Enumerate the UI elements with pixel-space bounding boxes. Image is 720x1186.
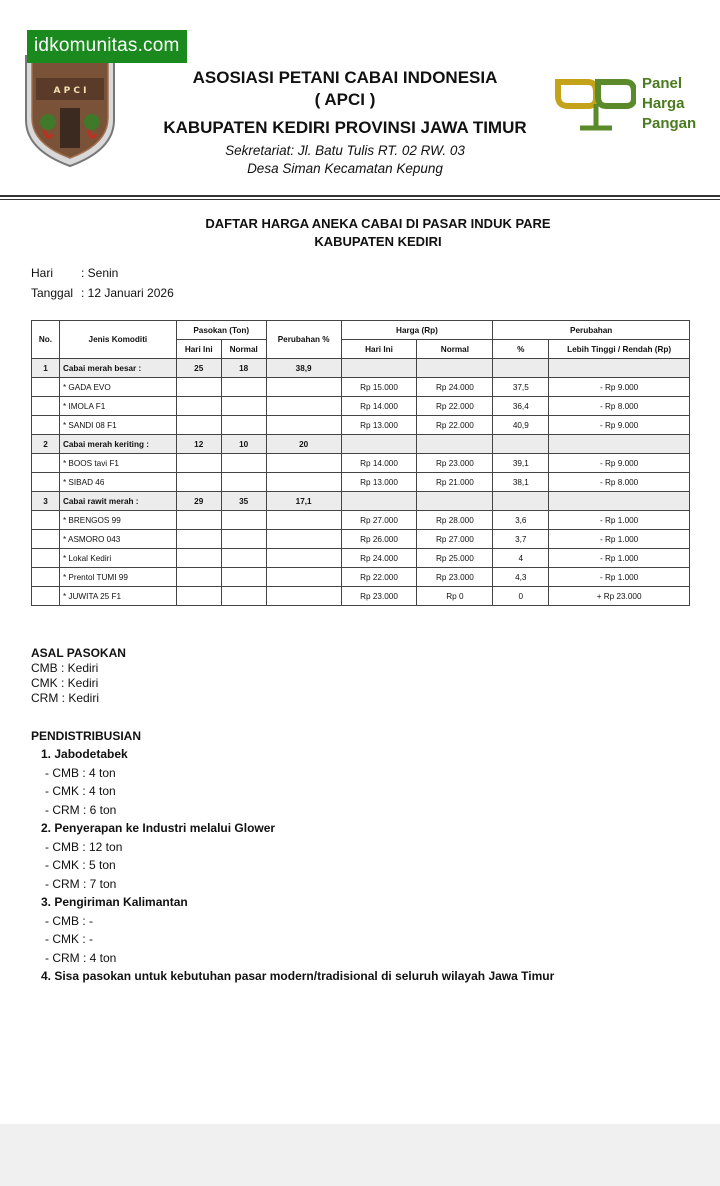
cell-selisih: - Rp 9.000: [549, 378, 690, 397]
col-header-lebih: Lebih Tinggi / Rendah (Rp): [549, 340, 690, 359]
date-label: Tanggal: [31, 286, 74, 300]
cell-selisih: - Rp 1.000: [549, 530, 690, 549]
table-row: [32, 378, 690, 397]
cell-harga-normal: Rp 23.000: [417, 568, 493, 587]
cell-empty: [266, 416, 341, 435]
col-header-normal: Normal: [221, 340, 266, 359]
cell-empty: [32, 549, 60, 568]
distribution-item: - CMB : -: [45, 913, 93, 928]
cell-name: * SANDI 08 F1: [59, 416, 176, 435]
cell-name: Cabai merah besar :: [59, 359, 176, 378]
cell-empty: [32, 530, 60, 549]
cell-selisih: - Rp 1.000: [549, 511, 690, 530]
day-value: : Senin: [81, 266, 119, 280]
cell-no: 2: [32, 435, 60, 454]
col-header-pct: %: [493, 340, 549, 359]
cell-harga-hari-ini: Rp 14.000: [341, 454, 417, 473]
header-divider-thin: [0, 199, 720, 200]
cell-harga-hari-ini: Rp 24.000: [341, 549, 417, 568]
panel-harga-pangan-logo: [554, 72, 714, 134]
distribution-item: - CRM : 4 ton: [45, 950, 117, 965]
date-value: : 12 Januari 2026: [81, 286, 174, 300]
col-header-hari-ini: Hari Ini: [176, 340, 221, 359]
cell-empty: [266, 454, 341, 473]
table-row: [32, 454, 690, 473]
cell-harga-normal: Rp 27.000: [417, 530, 493, 549]
table-row: [32, 568, 690, 587]
cell-empty: [32, 587, 60, 606]
org-region: KABUPATEN KEDIRI PROVINSI JAWA TIMUR: [163, 118, 527, 137]
cell-name: * BRENGOS 99: [59, 511, 176, 530]
cell-empty: [221, 397, 266, 416]
col-header-harga: Harga (Rp): [341, 321, 493, 340]
cell-empty: [221, 454, 266, 473]
cell-pct: 39,1: [493, 454, 549, 473]
document-title: DAFTAR HARGA ANEKA CABAI DI PASAR INDUK PARE: [205, 216, 551, 231]
cell-empty: [266, 378, 341, 397]
cell-name: * Prentol TUMI 99: [59, 568, 176, 587]
cell-empty: [493, 492, 549, 511]
supply-origin-title: ASAL PASOKAN: [31, 646, 126, 660]
table-row: [32, 473, 690, 492]
cell-empty: [221, 530, 266, 549]
distribution-item: - CMB : 12 ton: [45, 839, 123, 854]
cell-harga-hari-ini: Rp 26.000: [341, 530, 417, 549]
cell-empty: [266, 530, 341, 549]
logo-line-harga: Harga: [642, 95, 685, 112]
cell-harga-normal: Rp 22.000: [417, 397, 493, 416]
cell-empty: [221, 416, 266, 435]
cell-name: * ASMORO 043: [59, 530, 176, 549]
cell-harga-normal: Rp 21.000: [417, 473, 493, 492]
cell-selisih: - Rp 1.000: [549, 549, 690, 568]
cell-empty: [417, 492, 493, 511]
cell-harga-hari-ini: Rp 14.000: [341, 397, 417, 416]
table-row-group: [32, 492, 690, 511]
cell-empty: [221, 549, 266, 568]
cell-perubahan-pct: 17,1: [266, 492, 341, 511]
supply-origin-line: CMB : Kediri: [31, 661, 99, 675]
org-name: ASOSIASI PETANI CABAI INDONESIA: [192, 68, 498, 87]
secretariat-address: Sekretariat: Jl. Batu Tulis RT. 02 RW. 03: [225, 143, 465, 158]
cell-empty: [266, 397, 341, 416]
cell-empty: [176, 454, 221, 473]
cell-empty: [221, 511, 266, 530]
cell-pasokan-hari-ini: 29: [176, 492, 221, 511]
cell-harga-normal: Rp 0: [417, 587, 493, 606]
price-table: [31, 320, 690, 606]
cell-name: * GADA EVO: [59, 378, 176, 397]
cell-empty: [221, 568, 266, 587]
header-divider: [0, 195, 720, 197]
cell-pct: 40,9: [493, 416, 549, 435]
cell-empty: [221, 473, 266, 492]
table-row: [32, 416, 690, 435]
cell-perubahan-pct: 38,9: [266, 359, 341, 378]
distribution-group: 2. Penyerapan ke Industri melalui Glower: [41, 821, 276, 835]
table-row: [32, 397, 690, 416]
distribution-item: - CMB : 4 ton: [45, 765, 116, 780]
cell-selisih: - Rp 1.000: [549, 568, 690, 587]
cell-empty: [176, 530, 221, 549]
cell-empty: [176, 511, 221, 530]
distribution-item: - CRM : 6 ton: [45, 802, 117, 817]
col-header-perubahan: Perubahan: [493, 321, 690, 340]
distribution-group: 4. Sisa pasokan untuk kebutuhan pasar modern/tradisional di seluruh wilayah Jawa Timur: [41, 969, 555, 983]
cell-empty: [266, 511, 341, 530]
cell-selisih: - Rp 8.000: [549, 397, 690, 416]
cell-name: * Lokal Kediri: [59, 549, 176, 568]
cell-empty: [549, 435, 690, 454]
col-header-pasokan: Pasokan (Ton): [176, 321, 266, 340]
cell-empty: [417, 359, 493, 378]
col-header-no: No.: [32, 321, 60, 359]
col-header-jenis: Jenis Komoditi: [59, 321, 176, 359]
secretariat-village: Desa Siman Kecamatan Kepung: [247, 161, 443, 176]
page-footer-band: [0, 1124, 720, 1186]
cell-name: * SIBAD 46: [59, 473, 176, 492]
cell-harga-hari-ini: Rp 15.000: [341, 378, 417, 397]
cell-empty: [32, 473, 60, 492]
distribution-section: [31, 729, 554, 988]
cell-pct: 4: [493, 549, 549, 568]
cell-empty: [549, 492, 690, 511]
cell-selisih: - Rp 8.000: [549, 473, 690, 492]
distribution-item: - CMK : 5 ton: [45, 858, 116, 872]
apci-logo: [22, 50, 118, 168]
cell-empty: [176, 397, 221, 416]
cell-empty: [549, 359, 690, 378]
cell-name: Cabai merah keriting :: [59, 435, 176, 454]
cell-empty: [266, 473, 341, 492]
distribution-group: 1. Jabodetabek: [41, 747, 128, 761]
distribution-item: - CMK : 4 ton: [45, 784, 116, 798]
date-row: [31, 286, 174, 300]
logo-line-panel: Panel: [642, 75, 683, 92]
cell-empty: [266, 568, 341, 587]
cell-empty: [176, 416, 221, 435]
distribution-group: 3. Pengiriman Kalimantan: [41, 895, 188, 909]
cell-harga-normal: Rp 28.000: [417, 511, 493, 530]
cell-harga-hari-ini: Rp 23.000: [341, 587, 417, 606]
cell-empty: [32, 568, 60, 587]
org-abbr: ( APCI ): [314, 90, 376, 109]
cell-harga-hari-ini: Rp 13.000: [341, 473, 417, 492]
cell-pct: 38,1: [493, 473, 549, 492]
cell-name: * BOOS tavi F1: [59, 454, 176, 473]
cell-no: 3: [32, 492, 60, 511]
cell-empty: [32, 416, 60, 435]
cell-pasokan-hari-ini: 25: [176, 359, 221, 378]
cell-pasokan-hari-ini: 12: [176, 435, 221, 454]
cell-empty: [266, 587, 341, 606]
cell-empty: [32, 511, 60, 530]
table-row-group: [32, 435, 690, 454]
logo-line-pangan: Pangan: [642, 115, 697, 132]
col-header-harga-hari-ini: Hari Ini: [341, 340, 417, 359]
document-subtitle: KABUPATEN KEDIRI: [314, 234, 442, 249]
cell-empty: [32, 378, 60, 397]
leaf-icon: [554, 76, 636, 132]
cell-harga-normal: Rp 25.000: [417, 549, 493, 568]
cell-empty: [221, 587, 266, 606]
cell-empty: [493, 359, 549, 378]
table-row: [32, 587, 690, 606]
cell-harga-hari-ini: Rp 22.000: [341, 568, 417, 587]
cell-name: * JUWITA 25 F1: [59, 587, 176, 606]
cell-empty: [176, 587, 221, 606]
supply-origin-line: CMK : Kediri: [31, 676, 99, 690]
watermark-label: idkomunitas.com: [27, 30, 187, 63]
day-label: Hari: [31, 266, 54, 280]
cell-selisih: - Rp 9.000: [549, 416, 690, 435]
cell-no: 1: [32, 359, 60, 378]
cell-pct: 36,4: [493, 397, 549, 416]
cell-pct: 3,7: [493, 530, 549, 549]
cell-pct: 37,5: [493, 378, 549, 397]
cell-empty: [266, 549, 341, 568]
cell-empty: [176, 473, 221, 492]
cell-pasokan-normal: 18: [221, 359, 266, 378]
table-row: [32, 549, 690, 568]
day-row: [31, 266, 118, 280]
cell-harga-normal: Rp 23.000: [417, 454, 493, 473]
cell-empty: [32, 454, 60, 473]
cell-perubahan-pct: 20: [266, 435, 341, 454]
distribution-item: - CRM : 7 ton: [45, 876, 117, 891]
cell-name: Cabai rawit merah :: [59, 492, 176, 511]
cell-harga-hari-ini: Rp 27.000: [341, 511, 417, 530]
apci-logo-text: A P C I: [53, 86, 87, 96]
supply-origin-line: CRM : Kediri: [31, 691, 100, 705]
cell-empty: [341, 359, 417, 378]
cell-empty: [341, 492, 417, 511]
cell-empty: [221, 378, 266, 397]
cell-harga-hari-ini: Rp 13.000: [341, 416, 417, 435]
cell-pct: 4,3: [493, 568, 549, 587]
cell-pasokan-normal: 10: [221, 435, 266, 454]
cell-empty: [176, 549, 221, 568]
cell-name: * IMOLA F1: [59, 397, 176, 416]
table-row: [32, 511, 690, 530]
cell-empty: [493, 435, 549, 454]
table-row: [32, 530, 690, 549]
cell-pasokan-normal: 35: [221, 492, 266, 511]
col-header-harga-normal: Normal: [417, 340, 493, 359]
table-row-group: [32, 359, 690, 378]
cell-harga-normal: Rp 24.000: [417, 378, 493, 397]
cell-empty: [417, 435, 493, 454]
cell-empty: [176, 568, 221, 587]
cell-empty: [341, 435, 417, 454]
cell-selisih: + Rp 23.000: [549, 587, 690, 606]
cell-selisih: - Rp 9.000: [549, 454, 690, 473]
cell-empty: [32, 397, 60, 416]
distribution-title: PENDISTRIBUSIAN: [31, 729, 142, 743]
col-header-perubahan-pct: Perubahan %: [266, 321, 341, 359]
cell-harga-normal: Rp 22.000: [417, 416, 493, 435]
supply-origin-section: [31, 646, 126, 706]
distribution-item: - CMK : -: [45, 932, 93, 946]
cell-empty: [176, 378, 221, 397]
cell-pct: 0: [493, 587, 549, 606]
cell-pct: 3,6: [493, 511, 549, 530]
